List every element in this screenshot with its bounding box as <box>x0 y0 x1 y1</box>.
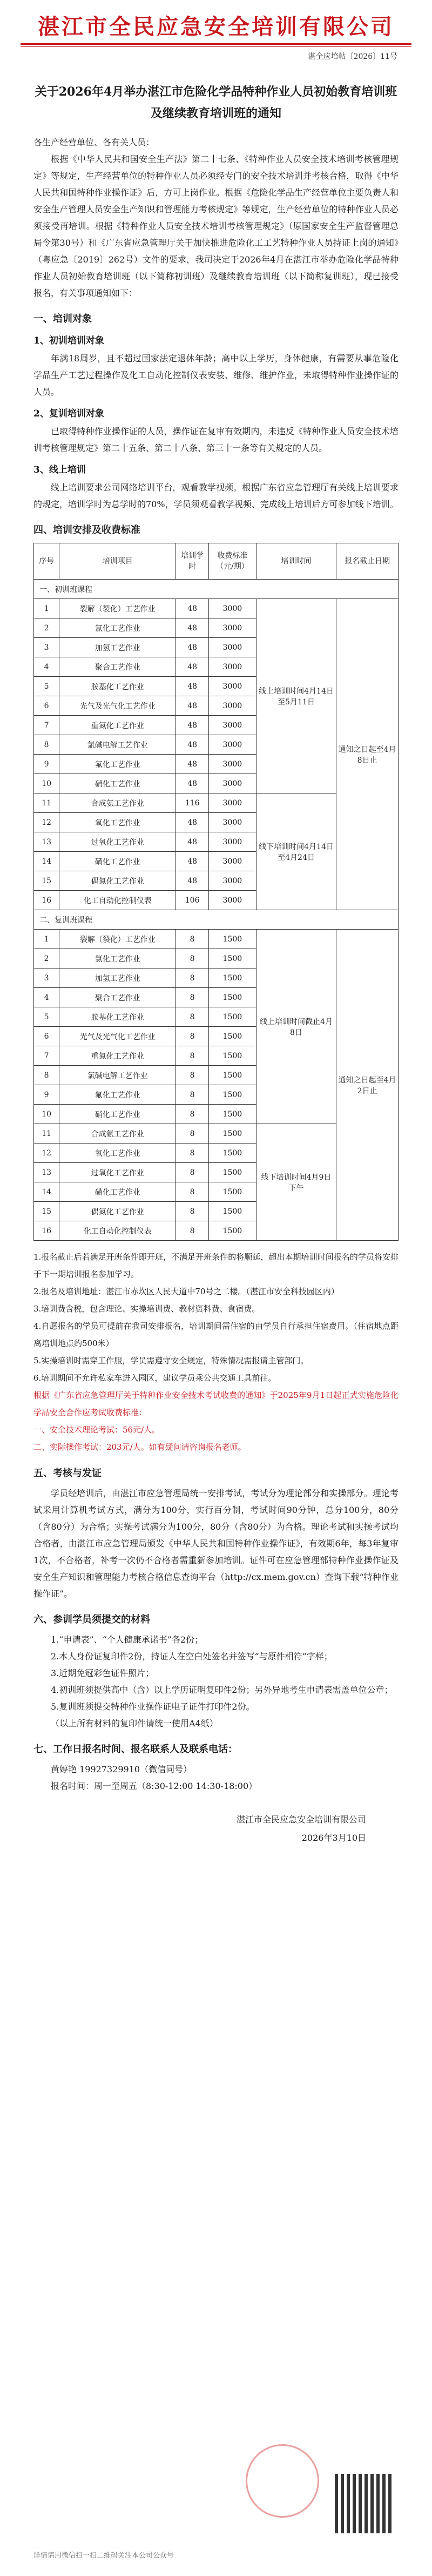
cell-hours: 8 <box>176 968 209 988</box>
subheading-refresher-trainees: 2、复训培训对象 <box>33 408 104 419</box>
cell-hours: 48 <box>176 618 209 638</box>
cell-course: 氯碱电解工艺作业 <box>59 735 176 755</box>
section-heading-7: 七、工作日报名时间、报名联系人及联系电话： <box>33 1744 238 1755</box>
initial-course-body <box>34 580 399 910</box>
table-header-row <box>34 543 399 580</box>
document-ref-number: 湛全应培帖〔2026〕11号 <box>308 52 397 61</box>
fee-item-practical: 二、实际操作考试：203元/人。如有疑问请咨询报名老师。 <box>33 1442 246 1452</box>
cell-hours: 48 <box>176 638 209 657</box>
group-label-refresher: 二、复训班课程 <box>34 910 399 930</box>
group-row-refresher <box>34 910 399 930</box>
cell-no: 15 <box>34 871 59 891</box>
refresher-course-body <box>34 910 399 1241</box>
cell-fee: 1500 <box>209 1046 256 1066</box>
col-header-time: 培训时间 <box>256 543 336 580</box>
cell-course: 加氢工艺作业 <box>59 638 176 657</box>
cell-fee: 1500 <box>209 968 256 988</box>
cell-fee: 3000 <box>209 852 256 871</box>
cell-no: 11 <box>34 793 59 813</box>
cell-no: 3 <box>34 638 59 657</box>
wechat-qr-code[interactable] <box>335 2474 394 2533</box>
cell-course: 重氮化工艺作业 <box>59 1046 176 1066</box>
cell-course: 重氮化工艺作业 <box>59 716 176 735</box>
cell-course: 合成氨工艺作业 <box>59 1124 176 1144</box>
cell-course: 硝化工艺作业 <box>59 1105 176 1124</box>
section-heading-6: 六、参训学员须提交的材料 <box>33 1614 150 1625</box>
cell-fee: 1500 <box>209 1221 256 1241</box>
cell-hours: 48 <box>176 657 209 677</box>
cell-training-time: 线下培训时间4月9日下午 <box>256 1124 336 1241</box>
paragraph-online-training: 线上培训要求公司网络培训平台，观看教学视频。根据广东省应急管理厅有关线上培训要求的规定，培训学时为总学时的70%，学员须观看教学视频、完成线上培训后方可参加线下培训。 <box>33 482 399 509</box>
cell-no: 13 <box>34 1163 59 1182</box>
cell-hours: 48 <box>176 735 209 755</box>
table-row <box>34 599 399 618</box>
table-row <box>34 930 399 949</box>
note-item: 4.自愿报名的学员可提前在我司安排报名，培训期间需住宿的由学员自行承担住宿费用。（住宿地点距离培训地点约500米） <box>33 1321 399 1348</box>
col-header-no: 序号 <box>34 543 59 580</box>
footer-tip: 详情请用微信扫一扫二维码关注本公司公众号 <box>33 2552 174 2560</box>
cell-no: 16 <box>34 1221 59 1241</box>
cell-no: 8 <box>34 735 59 755</box>
cell-course: 氧化工艺作业 <box>59 1144 176 1163</box>
cell-no: 5 <box>34 677 59 696</box>
note-item: 3.培训费含税，包含理论、实操培训费、教材资料费、食宿费。 <box>33 1304 260 1314</box>
document-title: 关于2026年4月举办湛江市危险化学品特种作业人员初始教育培训班及继续教育培训班的通知 <box>35 85 397 120</box>
cell-hours: 48 <box>176 832 209 852</box>
material-item: 5.复训班须提交特种作业操作证电子证件打印件2份。 <box>51 1701 255 1712</box>
cell-course: 过氧化工艺作业 <box>59 1163 176 1182</box>
cell-no: 11 <box>34 1124 59 1144</box>
cell-hours: 8 <box>176 1046 209 1066</box>
material-item: 1.“申请表”、“个人健康承诺书”各2份； <box>51 1635 204 1645</box>
cell-hours: 8 <box>176 1163 209 1182</box>
section-heading-5: 五、考核与发证 <box>33 1468 102 1479</box>
cell-hours: 48 <box>176 696 209 716</box>
note-item: 6.培训期间不允许私家车进入园区，建议学员乘公共交通工具前往。 <box>33 1373 276 1383</box>
cell-course: 偶氮化工艺作业 <box>59 1202 176 1221</box>
material-item: 3.近期免冠彩色证件照片； <box>51 1668 154 1678</box>
cell-course: 氯碱电解工艺作业 <box>59 1066 176 1085</box>
cell-fee: 1500 <box>209 1144 256 1163</box>
col-header-fee: 收费标准（元/期） <box>209 543 256 580</box>
cell-no: 2 <box>34 618 59 638</box>
cell-fee: 1500 <box>209 1202 256 1221</box>
cell-no: 3 <box>34 968 59 988</box>
cell-no: 8 <box>34 1066 59 1085</box>
subheading-initial-trainees: 1、初训培训对象 <box>33 335 104 346</box>
cell-deadline: 通知之日起至4月2日止 <box>336 930 399 1241</box>
cell-fee: 3000 <box>209 793 256 813</box>
cell-course: 氯化工艺作业 <box>59 949 176 968</box>
note-item: 1.报名截止后若满足开班条件即开班，不满足开班条件的将顺延，超出本期培训时间报名的学员将安排于下一期培训报名参加学习。 <box>33 1252 399 1279</box>
cell-no: 14 <box>34 852 59 871</box>
cell-training-time: 线上培训时间截止4月8日 <box>256 930 336 1124</box>
intro-paragraph: 根据《中华人民共和国安全生产法》第二十七条、《特种作业人员安全技术培训考核管理规定》等规定，生产经营单位的特种作业人员必须经专门的安全技术培训并考核合格，取得《中华人民共和国特种作业操作证》后，方可上岗作业。根据《危险化学品生产经营单位主要负责人和安全生产管理人员安全生产知识和管理能力考核规定》等规定，生产经营单位的特种作业人员必须接受再培训。根据《特种作业人员安全技术培训考核管理规定》（原国家安全生产监督管理总局令第30号）和《广东省应急管理厅关于加快推进危险化工工艺特种作业人员持证上岗的通知》（粤应急〔2019〕262号）文件的要求，我司决定于2026年4月在湛江市举办危险化学品特种作业人员初始教育培训班（以下简称初训班）及继续教育培训班（以下简称复训班），现已接受报名，有关事项通知如下： <box>33 154 399 298</box>
cell-no: 12 <box>34 1144 59 1163</box>
cell-fee: 3000 <box>209 735 256 755</box>
cell-course: 加氢工艺作业 <box>59 968 176 988</box>
cell-fee: 1500 <box>209 1182 256 1202</box>
cell-fee: 3000 <box>209 677 256 696</box>
cell-fee: 3000 <box>209 638 256 657</box>
cell-course: 硝化工艺作业 <box>59 774 176 793</box>
cell-course: 胺基化工艺作业 <box>59 1007 176 1027</box>
cell-no: 6 <box>34 1027 59 1046</box>
cell-no: 13 <box>34 832 59 852</box>
cell-hours: 48 <box>176 755 209 774</box>
cell-course: 磺化工艺作业 <box>59 1182 176 1202</box>
cell-no: 5 <box>34 1007 59 1027</box>
col-header-hours: 培训学时 <box>176 543 209 580</box>
letterhead-org: 湛江市全民应急安全培训有限公司 <box>38 14 394 39</box>
group-row-initial <box>34 580 399 599</box>
salutation: 各生产经营单位、各有关人员： <box>33 137 155 147</box>
cell-fee: 1500 <box>209 1124 256 1144</box>
cell-hours: 8 <box>176 1027 209 1046</box>
cell-fee: 1500 <box>209 1163 256 1182</box>
cell-fee: 1500 <box>209 1027 256 1046</box>
fee-note: 根据《广东省应急管理厅关于特种作业安全技术考试收费的通知》于2025年9月1日起正式实施危险化学品安全合作应考试收费标准： <box>33 1390 399 1417</box>
cell-no: 15 <box>34 1202 59 1221</box>
paragraph-assessment: 学员经培训后，由湛江市应急管理局统一安排考试，考试分为理论部分和实操部分。理论考试采用计算机考试方式，满分为100分，实行百分制，考试时间90分钟，总分100分，80分（含80分）为合格；实操考试满分为100分，80分（含80分）为合格。理论考试和实操考试均合格者，由湛江市应急管理局颁发《中华人民共和国特种作业操作证》，有效期6年，每3年复审1次，不合格者，补考一次仍不合格者需重新参加培训。证件可在应急管理部特种作业操作证及安全生产知识和管理能力考核合格信息查询平台（http://cx.mem.gov.cn）查询下载“特种作业操作证”。 <box>33 1488 399 1599</box>
note-item: 2.报名及培训地址：湛江市赤坎区人民大道中70号之二楼。（湛江市安全科技园区内） <box>33 1287 339 1296</box>
cell-fee: 3000 <box>209 716 256 735</box>
cell-fee: 3000 <box>209 599 256 618</box>
cell-no: 7 <box>34 716 59 735</box>
cell-course: 化工自动化控制仪表 <box>59 1221 176 1241</box>
cell-hours: 8 <box>176 1202 209 1221</box>
notes-block <box>33 1248 399 1456</box>
cell-fee: 3000 <box>209 696 256 716</box>
letterhead-rule-thin <box>21 46 411 47</box>
cell-course: 氟化工艺作业 <box>59 755 176 774</box>
cell-fee: 3000 <box>209 755 256 774</box>
cell-fee: 3000 <box>209 871 256 891</box>
cell-hours: 8 <box>176 930 209 949</box>
cell-hours: 8 <box>176 988 209 1007</box>
cell-course: 光气及光气化工艺作业 <box>59 1027 176 1046</box>
document-body <box>33 134 399 1847</box>
cell-deadline: 通知之日起至4月8日止 <box>336 599 399 910</box>
cell-fee: 1500 <box>209 930 256 949</box>
cell-hours: 48 <box>176 716 209 735</box>
col-header-deadline: 报名截止日期 <box>336 543 399 580</box>
cell-course: 合成氨工艺作业 <box>59 793 176 813</box>
company-seal-stamp <box>246 2444 319 2518</box>
cell-course: 氧化工艺作业 <box>59 813 176 832</box>
cell-hours: 8 <box>176 1182 209 1202</box>
cell-fee: 3000 <box>209 813 256 832</box>
cell-course: 光气及光气化工艺作业 <box>59 696 176 716</box>
cell-no: 6 <box>34 696 59 716</box>
letterhead-rule <box>21 43 411 45</box>
cell-no: 1 <box>34 930 59 949</box>
cell-hours: 8 <box>176 1007 209 1027</box>
schedule-table <box>33 543 399 1241</box>
cell-fee: 3000 <box>209 774 256 793</box>
material-item: 2.本人身份证复印件2份，持证人在空白处签名并签写“与原件相符”字样； <box>51 1651 333 1662</box>
cell-fee: 1500 <box>209 1066 256 1085</box>
fee-item-theory: 一、安全技术理论考试：56元/人。 <box>33 1425 160 1435</box>
signature-org: 湛江市全民应急安全培训有限公司 <box>236 1814 366 1825</box>
cell-fee: 3000 <box>209 657 256 677</box>
cell-fee: 1500 <box>209 988 256 1007</box>
cell-fee: 1500 <box>209 1007 256 1027</box>
col-header-course: 培训项目 <box>59 543 176 580</box>
cell-training-time: 线上培训时间4月14日至5月11日 <box>256 599 336 793</box>
cell-fee: 1500 <box>209 949 256 968</box>
cell-hours: 48 <box>176 677 209 696</box>
cell-no: 9 <box>34 755 59 774</box>
material-item: 4.初训班须提供高中（含）以上学历证明复印件2份；另外异地考生申请表需盖单位公章； <box>51 1685 393 1695</box>
cell-no: 14 <box>34 1182 59 1202</box>
cell-course: 氟化工艺作业 <box>59 1085 176 1105</box>
cell-no: 1 <box>34 599 59 618</box>
cell-no: 10 <box>34 774 59 793</box>
cell-hours: 48 <box>176 871 209 891</box>
cell-no: 10 <box>34 1105 59 1124</box>
cell-course: 化工自动化控制仪表 <box>59 891 176 910</box>
cell-hours: 106 <box>176 891 209 910</box>
cell-no: 9 <box>34 1085 59 1105</box>
cell-hours: 48 <box>176 599 209 618</box>
cell-hours: 48 <box>176 774 209 793</box>
cell-course: 胺基化工艺作业 <box>59 677 176 696</box>
cell-hours: 116 <box>176 793 209 813</box>
cell-hours: 48 <box>176 852 209 871</box>
cell-course: 偶氮化工艺作业 <box>59 871 176 891</box>
cell-hours: 8 <box>176 1124 209 1144</box>
cell-no: 16 <box>34 891 59 910</box>
contact-person: 黄婷艳 19927329910（微信同号） <box>51 1764 192 1774</box>
signature-block <box>33 1811 399 1847</box>
section-heading-schedule: 四、培训安排及收费标准 <box>33 524 140 536</box>
cell-hours: 8 <box>176 1144 209 1163</box>
cell-fee: 1500 <box>209 1085 256 1105</box>
cell-fee: 3000 <box>209 832 256 852</box>
cell-training-time: 线下培训时间4月14日至4月24日 <box>256 793 336 910</box>
cell-fee: 3000 <box>209 618 256 638</box>
cell-no: 4 <box>34 988 59 1007</box>
cell-course: 聚合工艺作业 <box>59 657 176 677</box>
cell-course: 磺化工艺作业 <box>59 852 176 871</box>
signature-date: 2026年3月10日 <box>301 1833 366 1843</box>
cell-hours: 8 <box>176 1221 209 1241</box>
cell-no: 7 <box>34 1046 59 1066</box>
cell-course: 过氧化工艺作业 <box>59 832 176 852</box>
subheading-online-training: 3、线上培训 <box>33 465 86 475</box>
cell-course: 聚合工艺作业 <box>59 988 176 1007</box>
cell-hours: 48 <box>176 813 209 832</box>
cell-no: 4 <box>34 657 59 677</box>
cell-hours: 8 <box>176 1066 209 1085</box>
cell-course: 裂解（裂化）工艺作业 <box>59 599 176 618</box>
section-heading-1: 一、培训对象 <box>33 313 92 325</box>
paragraph-refresher-trainees: 已取得特种作业操作证的人员，操作证在复审有效期内，未违反《特种作业人员安全技术培训考核管理规定》第二十五条、第二十八条、第三十一条等有关规定的人员。 <box>33 426 399 453</box>
registration-hours: 报名时间：周一至周五（8:30-12:00 14:30-18:00） <box>51 1781 258 1791</box>
cell-hours: 8 <box>176 949 209 968</box>
cell-fee: 3000 <box>209 891 256 910</box>
cell-no: 12 <box>34 813 59 832</box>
group-label-initial: 一、初训班课程 <box>34 580 399 599</box>
note-item: 5.实操培训时需穿工作服，学员需遵守安全规定，特殊情况需报请主管部门。 <box>33 1356 309 1366</box>
cell-hours: 8 <box>176 1105 209 1124</box>
material-item: （以上所有材料的复印件请统一使用A4纸） <box>51 1718 218 1728</box>
cell-course: 裂解（裂化）工艺作业 <box>59 930 176 949</box>
cell-fee: 1500 <box>209 1105 256 1124</box>
cell-no: 2 <box>34 949 59 968</box>
cell-course: 氯化工艺作业 <box>59 618 176 638</box>
cell-hours: 8 <box>176 1085 209 1105</box>
paragraph-initial-trainees: 年满18周岁，且不超过国家法定退休年龄；高中以上学历，身体健康，有需要从事危险化学品生产工艺过程操作及化工自动化控制仪表安装、维修、维护作业，未取得特种作业操作证的人员。 <box>33 353 399 397</box>
